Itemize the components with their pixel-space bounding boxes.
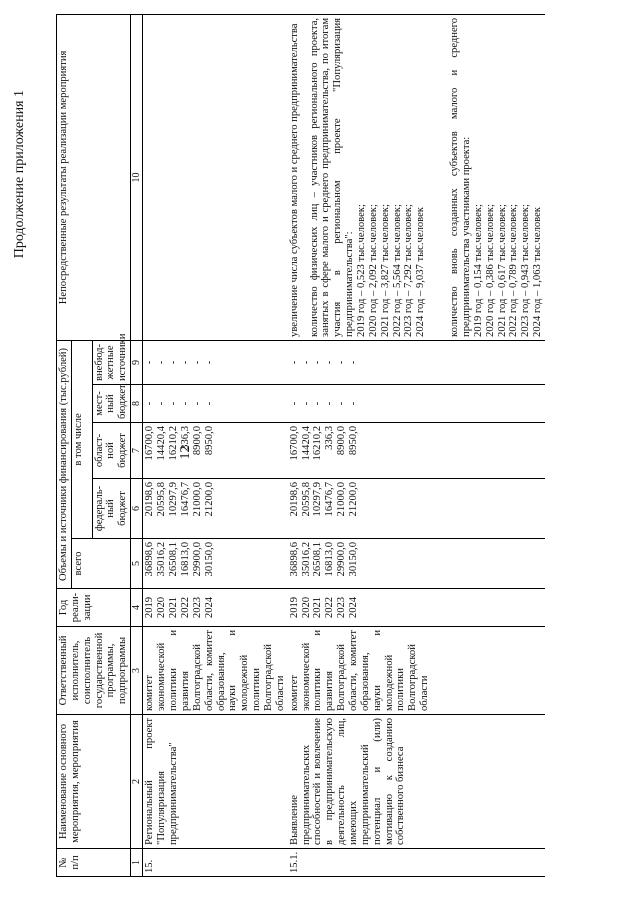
- appendix-label: Продолжение приложения 1: [12, 90, 27, 259]
- result-value: 2024 год – 9,037 тыс.человек: [415, 207, 427, 337]
- result-item-text: количество вновь созданных субъектов малого и среднего предпринимательства участниками проекта:: [449, 17, 472, 337]
- total-cell: 36898,6 35016,2 26508,1 16813,0 29900,0 30150,0: [288, 539, 545, 589]
- column-number: 5: [131, 539, 143, 589]
- result-value: 2019 год – 0,154 тыс.человек;: [472, 204, 484, 337]
- header-incl: в том числе: [71, 340, 92, 538]
- local-cell: - - - - - -: [143, 385, 288, 423]
- result-value: 2020 год – 2,092 тыс.человек;: [367, 204, 379, 337]
- column-number: 8: [131, 385, 143, 423]
- measure-name: Выявление предпринимательских способностей и вовлечение в предпринимательскую деятельность лиц, имеющих предпринимательский потенциал и (или) мотивацию к созданию собственного бизнеса: [288, 715, 545, 849]
- table-row: [288, 14, 545, 876]
- column-number: 10: [131, 14, 143, 340]
- header-year: Год реали-зации: [57, 589, 131, 627]
- header-federal: федераль-ный бюджет: [92, 479, 131, 539]
- year-cell: 2019 2020 2021 2022 2023 2024: [143, 589, 288, 627]
- header-local: мест-ный бюджет: [92, 385, 131, 423]
- column-number-row: [131, 14, 143, 876]
- result-cell: [143, 14, 288, 340]
- result-cell: [288, 14, 545, 340]
- result-value: 2020 год – 0,386 тыс.человек;: [484, 204, 496, 337]
- federal-cell: 20198,6 20595,8 10297,9 16476,7 21000,0 21200,0: [288, 479, 545, 539]
- program-table: [56, 14, 545, 877]
- result-value: 2022 год – 0,789 тыс.человек;: [508, 204, 520, 337]
- header-regional: област-ной бюджет: [92, 423, 131, 479]
- regional-cell: 16700,0 14420,4 16210,2 336,3 8900,0 8950,0: [143, 423, 288, 479]
- column-number: 9: [131, 340, 143, 384]
- header-result: Непосредственные результаты реализации мероприятия: [57, 14, 131, 340]
- column-number: 6: [131, 479, 143, 539]
- row-number: 15.1.: [288, 849, 545, 877]
- result-item-text: количество физических лиц – участников регионального проекта, занятых в сфере малого и среднего предпринимательства, по итогам участия в региональном проекте "Популяризация предпринимательства":: [308, 17, 356, 337]
- page-number: 12: [178, 445, 193, 460]
- header-name: Наименование основного мероприятия, мероприятия: [57, 715, 131, 849]
- column-number: 2: [131, 715, 143, 849]
- federal-cell: 20198,6 20595,8 10297,9 16476,7 21000,0 21200,0: [143, 479, 288, 539]
- column-number: 3: [131, 627, 143, 715]
- column-number: 7: [131, 423, 143, 479]
- extra-cell: - - - - - -: [143, 340, 288, 384]
- total-cell: 36898,6 35016,2 26508,1 16813,0 29900,0 30150,0: [143, 539, 288, 589]
- column-number: 4: [131, 589, 143, 627]
- header-executor: Ответственный исполнитель, соисполнитель государственной программы, подпрограммы: [57, 627, 131, 715]
- table-row: [143, 14, 288, 876]
- result-value: 2022 год – 5,564 тыс.человек;: [391, 204, 403, 337]
- result-value: 2023 год – 7,292 тыс.человек;: [403, 204, 415, 337]
- result-value: 2023 год – 0,943 тыс.человек;: [520, 204, 532, 337]
- measure-name: Региональный проект "Популяризация предпринимательства": [143, 715, 288, 849]
- header-total: всего: [71, 539, 130, 589]
- header-num: № п/п: [57, 849, 131, 877]
- result-item-text: увеличение числа субъектов малого и среднего предпринимательства: [288, 23, 300, 337]
- local-cell: - - - - - -: [288, 385, 545, 423]
- executor-cell: комитет экономической политики и развития Волгоградской области, комитет образования, науки и молодежной политики Волгоградской области: [288, 627, 545, 715]
- header-extra: внебюд-жетные источники: [92, 340, 131, 384]
- result-value: 2019 год – 0,523 тыс.человек;: [355, 204, 367, 337]
- row-number: 15.: [143, 849, 288, 877]
- result-value: 2021 год – 3,827 тыс.человек;: [379, 204, 391, 337]
- executor-cell: комитет экономической политики и развития Волгоградской области, комитет образования, науки и молодежной политики Волгоградской области: [143, 627, 288, 715]
- regional-cell: 16700,0 14420,4 16210,2 336,3 8900,0 8950,0: [288, 423, 545, 479]
- header-funding-group: Объемы и источники финансирования (тыс.рублей): [57, 340, 72, 588]
- result-value: 2024 год – 1,063 тыс.человек: [532, 207, 544, 337]
- extra-cell: - - - - - -: [288, 340, 545, 384]
- year-cell: 2019 2020 2021 2022 2023 2024: [288, 589, 545, 627]
- column-number: 1: [131, 849, 143, 877]
- result-value: 2021 год – 0,617 тыс.человек;: [496, 204, 508, 337]
